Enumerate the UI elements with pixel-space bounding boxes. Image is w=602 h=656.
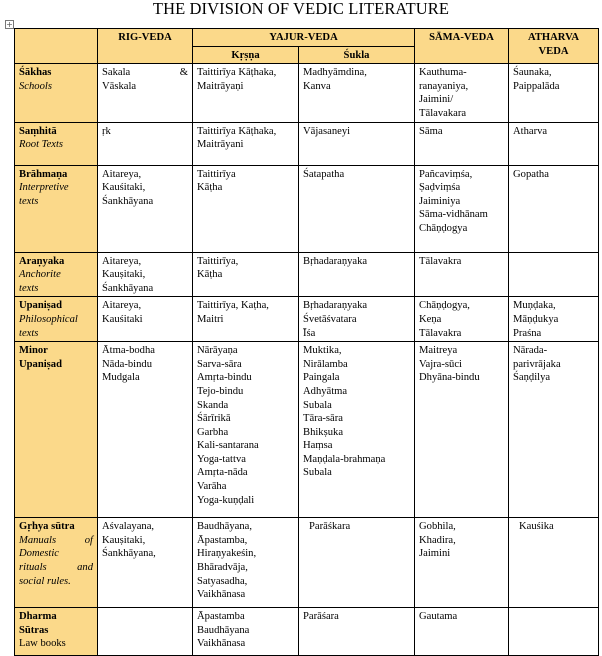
cell-line: Kali-santarana: [197, 440, 259, 452]
cell-sukla: [299, 608, 415, 656]
cell-line: Baudhāyana,: [197, 521, 253, 533]
table-row: [15, 518, 599, 608]
table-row: [15, 64, 599, 122]
row-header-subtitle: Schools: [19, 80, 52, 92]
cell-line: Kāṭha: [197, 269, 223, 281]
cell-sukla: [299, 122, 415, 165]
header-atharva-line1: ATHARVA: [527, 32, 580, 43]
cell-atharva: [509, 122, 599, 165]
cell-line: Tejo-bindu: [197, 385, 244, 397]
cell-line: Taittirīya, Kaṭha,: [197, 300, 269, 312]
cell-line: Śaṇḍilya: [513, 372, 551, 384]
row-header-subtitle-line: [19, 561, 93, 575]
row-header-name: Śākhas: [19, 67, 52, 79]
row-header-name: Upaniṣad: [19, 358, 62, 370]
row-header: [15, 608, 98, 656]
cell-line: Hiraṇyakeśin,: [197, 548, 257, 560]
table-row: [15, 297, 599, 342]
cell-line: Gobhila,: [419, 521, 456, 533]
cell-line: Vaikhānasa: [197, 589, 246, 601]
cell-sama: [415, 122, 509, 165]
cell-line: Varāha: [197, 481, 227, 493]
cell-line: ranayaniya,: [419, 80, 469, 92]
cell-line: Śārīrikā: [197, 413, 231, 425]
row-header-subtitle: Philosophical: [19, 313, 78, 325]
row-header-subtitle: Anchorite: [19, 269, 61, 281]
cell-sukla: [299, 297, 415, 342]
cell-line: Paingala: [303, 372, 340, 384]
row-header-subtitle-word: rituals: [19, 561, 47, 573]
cell-line: Vāskala: [102, 80, 137, 92]
cell-line: Kauṣitaki,: [102, 269, 146, 281]
cell-sukla: [299, 64, 415, 122]
cell-line: Sarva-sāra: [197, 358, 242, 370]
cell-rig: [98, 122, 193, 165]
row-header-name: Saṃhitā: [19, 125, 57, 137]
cell-line: Śvetāśvatara: [303, 313, 357, 325]
row-header-subtitle: texts: [19, 327, 39, 339]
cell-atharva: [509, 297, 599, 342]
cell-line: Muktika,: [303, 345, 342, 357]
cell-line: Madhyāmdina,: [303, 67, 367, 79]
cell-line: Kanva: [303, 80, 331, 92]
cell-line: Nāda-bindu: [102, 358, 153, 370]
cell-krsna: [193, 64, 299, 122]
cell-sama: [415, 297, 509, 342]
cell-line: Adhyātma: [303, 385, 348, 397]
cell-line: ṛk: [102, 125, 111, 137]
table-row: [15, 165, 599, 252]
row-header-subtitle-word: Manuals: [19, 534, 57, 546]
row-header-name: Brāhmaṇa: [19, 168, 68, 180]
cell-line: Jaimini/: [419, 94, 454, 106]
header-rig-veda: RIG-VEDA: [98, 29, 193, 64]
cell-line: Śankhāyana: [102, 282, 154, 294]
header-yajur-veda: YAJUR-VEDA: [193, 29, 415, 47]
cell-sama: [415, 608, 509, 656]
header-atharva-line2: VEDA: [538, 45, 569, 57]
cell-rig: [98, 297, 193, 342]
cell-rig: [98, 342, 193, 518]
cell-line: Keṇa: [419, 313, 442, 325]
cell-line: Gopatha: [513, 168, 549, 180]
cell-line: Vaikhānasa: [197, 638, 246, 650]
cell-line: Jaimini: [419, 548, 451, 560]
cell-sukla: [299, 342, 415, 518]
row-header-name: Araṇyaka: [19, 255, 65, 267]
cell-line: Taittirīya,: [197, 255, 239, 267]
cell-krsna: [193, 252, 299, 297]
cell-line: Bhāradvāja,: [197, 561, 248, 573]
cell-sukla: [299, 518, 415, 608]
cell-line: Tālavakra: [419, 255, 462, 267]
cell-line: Mudgala: [102, 372, 140, 384]
cell-line: Kauśika: [519, 521, 554, 533]
cell-rig: [98, 64, 193, 122]
table-row: [15, 252, 599, 297]
cell-line: Vājasaneyi: [303, 125, 351, 137]
cell-line: Jaiminiya: [419, 195, 461, 207]
cell-line: Sāma-vidhānam: [419, 209, 488, 221]
cell-line: Yoga-tattva: [197, 453, 246, 465]
row-header: [15, 518, 98, 608]
cell-line: Chāṇḍogya: [419, 222, 468, 234]
cell-line: Āpastamba,: [197, 534, 248, 546]
row-header-subtitle: texts: [19, 282, 39, 294]
cell-line: Māṇḍukya: [513, 313, 559, 325]
cell-line: Tālavakra: [419, 327, 462, 339]
corner-cell: [15, 29, 98, 64]
cell-line: Bṛhadaraṇyaka: [303, 300, 368, 312]
cell-atharva: [509, 252, 599, 297]
cell-atharva: [509, 518, 599, 608]
cell-line: Aitareya,: [102, 168, 142, 180]
cell-line: Parāśara: [303, 611, 339, 623]
cell-line: Tālavakara: [419, 107, 467, 119]
cell-line: Bṛhadaraṇyaka: [303, 255, 368, 267]
cell-line: Sāma: [419, 125, 443, 137]
plus-square-icon[interactable]: +: [6, 20, 13, 29]
header-atharva-veda: [509, 29, 599, 64]
cell-sama: [415, 165, 509, 252]
cell-line: Aśvalayana,: [102, 521, 155, 533]
cell-line: Śankhāyana,: [102, 548, 156, 560]
cell-rig: [98, 252, 193, 297]
cell-krsna: [193, 342, 299, 518]
cell-line: [102, 66, 188, 80]
header-sukla: Śukla: [299, 46, 415, 64]
cell-line: Taittirīya Kāṭhaka,: [197, 67, 277, 79]
row-header-subtitle-word: of: [84, 534, 93, 546]
cell-line: Yoga-kuṇḍali: [197, 494, 255, 506]
cell-line: Parāśkara: [309, 521, 351, 533]
row-header-subtitle-line: [19, 575, 93, 589]
row-header: [15, 64, 98, 122]
row-header-subtitle: Law books: [19, 638, 66, 650]
cell-atharva: [509, 64, 599, 122]
vedic-literature-table: [14, 28, 599, 656]
cell-line: Praśna: [513, 327, 542, 339]
cell-line: Ātma-bodha: [102, 345, 155, 357]
cell-line: Nirālamba: [303, 358, 348, 370]
row-header: [15, 122, 98, 165]
row-header-name: Minor: [19, 345, 48, 357]
cell-line: Śaunaka,: [513, 67, 552, 79]
table-row: [15, 122, 599, 165]
row-header-name: Gṛhya sūtra: [19, 521, 75, 533]
cell-line: Skanda: [197, 399, 229, 411]
table-row: [15, 342, 599, 518]
row-header: [15, 252, 98, 297]
row-header-subtitle: Interpretive: [19, 182, 69, 194]
cell-line: Amṛta-bindu: [197, 372, 252, 384]
cell-sama: [415, 252, 509, 297]
row-header-subtitle-word: social rules.: [19, 575, 71, 587]
cell-krsna: [193, 297, 299, 342]
cell-line: Kauṣitaki,: [102, 534, 146, 546]
cell-word: Sakala: [102, 67, 131, 79]
cell-line: Muṇḍaka,: [513, 300, 556, 312]
cell-krsna: [193, 518, 299, 608]
row-header: [15, 165, 98, 252]
cell-line: Gautama: [419, 611, 458, 623]
cell-line: Chāṇḍogya,: [419, 300, 470, 312]
cell-line: Tāra-sāra: [303, 413, 343, 425]
cell-line: Paippalāda: [513, 80, 560, 92]
cell-line: Aitareya,: [102, 255, 142, 267]
cell-line: Nārada-: [513, 345, 548, 357]
cell-sukla: [299, 252, 415, 297]
cell-line: Garbha: [197, 426, 229, 438]
row-header-subtitle-line: [19, 534, 93, 548]
cell-line: Kauśitaki: [102, 313, 143, 325]
cell-line: Atharva: [513, 125, 548, 137]
cell-line: parivrājaka: [513, 358, 561, 370]
cell-krsna: [193, 165, 299, 252]
cell-line: Maitrāyani: [197, 139, 244, 151]
cell-line: Maitreya: [419, 345, 458, 357]
cell-line: Aitareya,: [102, 300, 142, 312]
cell-line: Ṣaḍviṃśa: [419, 182, 461, 194]
cell-line: Kauśitaki,: [102, 182, 146, 194]
cell-sukla: [299, 165, 415, 252]
row-header-subtitle-word: Domestic: [19, 548, 60, 560]
cell-line: Śatapatha: [303, 168, 345, 180]
cell-line: Maitri: [197, 313, 224, 325]
row-header-name: Sūtras: [19, 624, 49, 636]
row-header-subtitle-word: and: [77, 561, 93, 573]
row-header-name: Upaniṣad: [19, 300, 62, 312]
cell-line: Khadira,: [419, 534, 456, 546]
cell-line: Vajra-sūci: [419, 358, 462, 370]
cell-sama: [415, 64, 509, 122]
cell-krsna: [193, 122, 299, 165]
row-header: [15, 342, 98, 518]
cell-line: Maṇḍala-brahmaṇa: [303, 453, 386, 465]
cell-rig: [98, 165, 193, 252]
cell-line: Kāṭha: [197, 182, 223, 194]
page-title: THE DIVISION OF VEDIC LITERATURE: [152, 0, 450, 18]
cell-line: Īśa: [303, 327, 316, 339]
header-sama-veda: SĀMA-VEDA: [415, 29, 509, 64]
cell-line: Haṃsa: [303, 440, 333, 452]
cell-line: Subala: [303, 467, 332, 479]
cell-line: Bhikṣuka: [303, 426, 344, 438]
cell-line: Amṛta-nāda: [197, 467, 248, 479]
cell-line: Baudhāyana: [197, 624, 250, 636]
row-header-subtitle: Root Texts: [19, 139, 64, 151]
table-row: [15, 608, 599, 656]
cell-atharva: [509, 165, 599, 252]
cell-line: Dhyāna-bindu: [419, 372, 480, 384]
cell-line: Taittirīya: [197, 168, 236, 180]
cell-line: Subala: [303, 399, 332, 411]
cell-word: &: [179, 67, 188, 79]
cell-sama: [415, 342, 509, 518]
row-header-subtitle-line: [19, 547, 93, 561]
cell-line: Nārāyaṇa: [197, 345, 238, 357]
cell-line: Śankhāyana: [102, 195, 154, 207]
row-header-name: Dharma: [19, 611, 57, 623]
cell-rig: [98, 518, 193, 608]
cell-line: Maitrāyaṇi: [197, 80, 244, 92]
cell-line: Kauthuma-: [419, 67, 467, 79]
cell-krsna: [193, 608, 299, 656]
cell-line: Āpastamba: [197, 611, 245, 623]
cell-line: Satyasadha,: [197, 575, 248, 587]
cell-line: Taittirīya Kāṭhaka,: [197, 125, 277, 137]
row-header-subtitle: texts: [19, 195, 39, 207]
cell-atharva: [509, 342, 599, 518]
header-krsna: Kṛṣṇa: [193, 46, 299, 64]
cell-atharva: [509, 608, 599, 656]
row-header: [15, 297, 98, 342]
cell-sama: [415, 518, 509, 608]
cell-line: Pañcaviṃśa,: [419, 168, 473, 180]
cell-rig: [98, 608, 193, 656]
